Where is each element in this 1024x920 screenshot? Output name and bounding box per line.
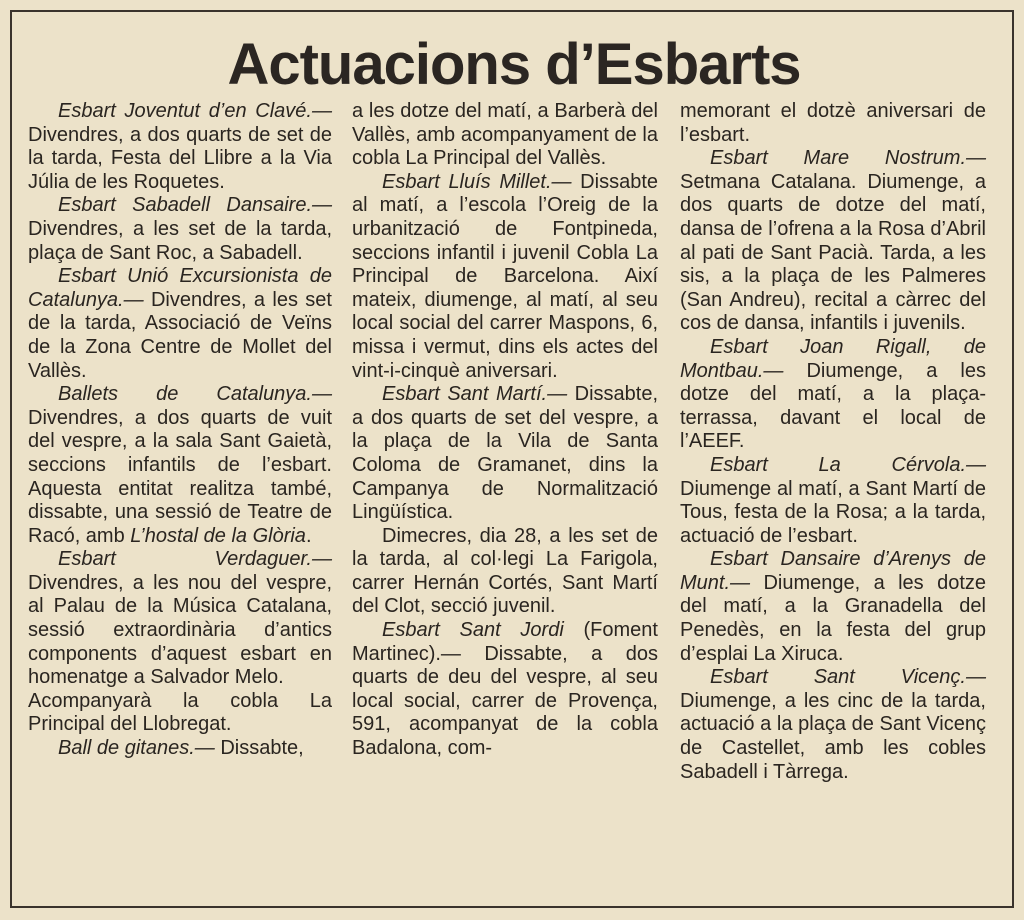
group-name: Esbart Joventut d’en Clavé.— xyxy=(58,100,332,122)
listing-paragraph xyxy=(680,548,986,666)
listing-text: Divendres, a dos quarts de vuit del vespre, a la sala Sant Gaietà, seccions infantils de l’esbart. Aquesta entitat realitza també, dissabte, una sessió de Teatre de Racó, amb xyxy=(28,406,332,547)
listing-paragraph xyxy=(680,336,986,454)
play-title: L’hostal de la Glòria xyxy=(130,524,306,547)
group-name: Esbart Sant Vicenç.— xyxy=(710,666,986,689)
group-name: Esbart Sabadell Dansaire.— xyxy=(58,194,332,217)
listing-paragraph xyxy=(680,100,986,147)
listing-paragraph xyxy=(352,525,658,619)
listing-text: Dimecres, dia 28, a les set de la tarda, al col·legi La Farigola, carrer Hernán Cortés, Sant Martí del Clot, secció juvenil. xyxy=(352,524,658,618)
listing-text: Divendres, a les nou del vespre, al Palau de la Música Catalana, sessió extraordinària d’antics components d’aquest esbart en homenatge a Salvador Melo. xyxy=(28,571,332,689)
group-name: Esbart Lluís Millet.— xyxy=(382,170,572,193)
listing-paragraph xyxy=(352,171,658,383)
group-name: Esbart Joan Rigall, de Montbau.— xyxy=(680,335,986,382)
column-1 xyxy=(28,100,332,761)
listing-paragraph xyxy=(28,737,332,761)
listing-text: Dissabte, xyxy=(214,737,304,760)
listing-text: Diumenge al matí, a Sant Martí de Tous, festa de la Rosa; a la tarda, actuació de l’esbart. xyxy=(680,477,986,547)
listing-paragraph xyxy=(28,100,332,194)
column-3 xyxy=(680,100,986,784)
listing-text: memorant el dotzè aniversari de l’esbart. xyxy=(680,100,986,146)
listing-paragraph xyxy=(352,619,658,761)
listing-paragraph xyxy=(28,265,332,383)
listing-text: (Foment Martinec).— Dissabte, a dos quarts de deu del vespre, al seu local social, carrer de Provença, 591, acompanyat de la cobla Badalona, com- xyxy=(352,619,658,760)
group-name: Ballets de Catalunya.— xyxy=(58,383,332,406)
group-name: Esbart Verdaguer.— xyxy=(58,548,332,571)
play-title-suffix: . xyxy=(305,524,312,547)
group-name: Esbart Sant Martí.— xyxy=(382,383,568,406)
listing-text: a les dotze del matí, a Barberà del Vallès, amb acompanyament de la cobla La Principal del Vallès. xyxy=(352,100,658,170)
listing-paragraph xyxy=(352,100,658,171)
listing-paragraph xyxy=(352,383,658,525)
listing-paragraph xyxy=(28,690,332,737)
listing-text: Acompanyarà la cobla La Principal del Llobregat. xyxy=(28,689,332,736)
listing-paragraph xyxy=(28,548,332,690)
listing-text: Diumenge, a les dotze del matí, a la plaça-terrassa, davant el local de l’AEEF. xyxy=(680,359,986,453)
listing-paragraph xyxy=(680,666,986,784)
listing-text: Dissabte, a dos quarts de set del vespre, a la plaça de la Vila de Santa Coloma de Gramanet, dins la Campanya de Normalització Lingüística. xyxy=(352,383,658,524)
listing-text: Divendres, a les set de la tarda, plaça de Sant Roc, a Sabadell. xyxy=(28,217,332,264)
group-name: Esbart Mare Nostrum.— xyxy=(710,147,986,170)
headline: Actuacions d’Esbarts xyxy=(227,32,801,97)
group-name: Esbart Dansaire d’Arenys de Munt.— xyxy=(680,548,986,594)
listing-text: Diumenge, a les dotze del matí, a la Granadella del Penedès, en la festa del grup d’esplai La Xiruca. xyxy=(680,571,986,665)
group-name: Esbart Unió Excursionista de Catalunya.— xyxy=(28,265,332,311)
listing-paragraph xyxy=(680,147,986,336)
listing-text: Divendres, a les set de la tarda, Associació de Veïns de la Zona Centre de Mollet del Vallès. xyxy=(28,288,332,382)
group-name: Esbart Sant Jordi xyxy=(382,619,564,642)
listing-paragraph xyxy=(28,194,332,265)
group-name: Ball de gitanes.— xyxy=(58,737,215,760)
group-name: Esbart La Cérvola.— xyxy=(710,453,986,476)
listing-text: Setmana Catalana. Diumenge, a dos quarts de dotze del matí, dansa de l’ofrena a la Rosa d’Abril al pati de Sant Pacià. Tarda, a les sis, a la plaça de les Palmeres (San Andreu), recital a càrrec del cos de dansa, infantils i juvenils. xyxy=(680,170,986,335)
listing-paragraph xyxy=(28,383,332,548)
listing-paragraph xyxy=(680,454,986,548)
listing-text: Diumenge, a les cinc de la tarda, actuació a la plaça de Sant Vicenç de Castellet, amb les cobles Sabadell i Tàrrega. xyxy=(680,689,986,783)
column-2 xyxy=(352,100,658,761)
listing-text: Divendres, a dos quarts de set de la tarda, Festa del Llibre a la Via Júlia de les Roquetes. xyxy=(28,123,332,193)
listing-text: Dissabte al matí, a l’escola l’Oreig de la urbanització de Fontpineda, seccions infantil i juvenil Cobla La Principal de Barcelona. Així mateix, diumenge, al matí, al seu local social del carrer Maspons, 6, missa i vermut, dins els actes del vint-i-cinquè aniversari. xyxy=(352,170,658,382)
